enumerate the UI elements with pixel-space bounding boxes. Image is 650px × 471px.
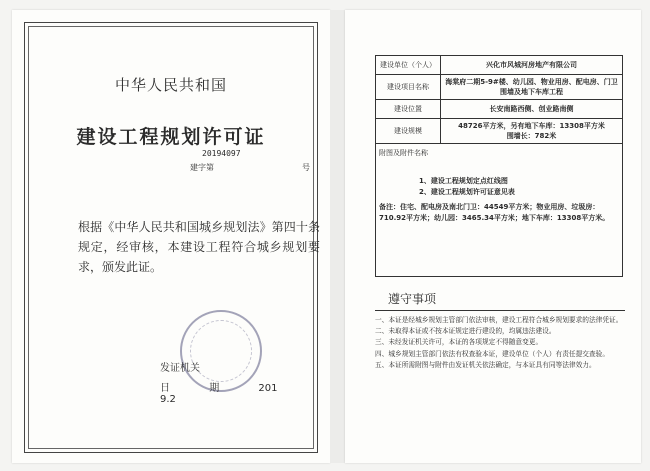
attachments-cell: [376, 144, 623, 277]
row-label: 建设位置: [376, 100, 441, 119]
certificate-body: 根据《中华人民共和国城乡规划法》第四十条规定，经审核，本建设工程符合城乡规划要求，颁发此证。: [78, 220, 320, 274]
value-line: 围墙及地下车库工程: [500, 88, 563, 96]
notice-item: 四、城乡规划主管部门依法有权查验本证，建设单位（个人）有责任提交查验。: [375, 349, 610, 358]
book-spine: [330, 10, 345, 463]
notice-item: 三、未经发证机关许可，本证的各项规定不得随意变更。: [375, 338, 543, 347]
date-label-2: 期: [209, 383, 220, 394]
country-name: 中华人民共和国: [114, 76, 227, 94]
row-value: [441, 100, 623, 119]
row-label: 建设项目名称: [376, 75, 441, 100]
date-value: 201 9.2: [160, 383, 278, 405]
table-row: [376, 75, 623, 100]
row-value: [441, 119, 623, 144]
notice-title: 遵守事项: [388, 292, 437, 306]
issuer-label: 发证机关: [160, 363, 200, 374]
certificate-suffix: 号: [302, 163, 310, 172]
notice-item: 一、本证是经城乡规划主管部门依法审核，建设工程符合城乡规划要求的法律凭证。: [375, 316, 623, 324]
row-label: 建设规模: [376, 119, 441, 144]
project-info-table: [375, 55, 623, 277]
table-row: [376, 56, 623, 75]
certificate-left-page: [12, 10, 330, 463]
value-line: 围墙长：782米: [506, 132, 557, 140]
notice-list: [375, 315, 625, 371]
attachments-title: 附图及附件名称: [379, 149, 428, 157]
row-label: 建设单位（个人）: [376, 56, 441, 75]
value-line: 48726平方米，另有地下车库：13308平方米: [458, 122, 605, 130]
date-row: [160, 379, 330, 405]
row-value: [441, 56, 623, 75]
certificate-title: 建设工程规划许可证: [76, 126, 266, 148]
value-line: 兴化市风城河房地产有限公司: [486, 61, 577, 69]
table-row: [376, 119, 623, 144]
attachment-item: 1、建设工程规划定点红线图: [419, 177, 508, 185]
certificate-prefix: 建字第: [190, 163, 214, 172]
table-row: [376, 144, 623, 277]
certificate-right-page: [345, 10, 641, 463]
row-value: [441, 75, 623, 100]
date-label-1: 日: [160, 383, 170, 394]
attachment-item: 2、建设工程规划许可证意见表: [419, 188, 515, 196]
table-row: [376, 100, 623, 119]
value-line: 海棠府二期5-9#楼、幼儿园、物业用房、配电房、门卫: [445, 78, 618, 86]
certificate-number: 20194097: [202, 149, 241, 158]
value-line: 长安南路西侧、创业路南侧: [489, 105, 574, 113]
notice-item: 五、本证所需附图与附件由发证机关依法确定，与本证具有同等法律效力。: [375, 360, 596, 369]
notice-divider: [375, 310, 625, 311]
notice-item: 二、未取得本证或不按本证规定进行建设的，均属违法建设。: [375, 327, 556, 336]
remark-text: 备注：住宅、配电房及南北门卫：44549平方米；物业用房、垃圾房：710.92平方米；幼儿园：3465.34平方米；地下车库：13308平方米。: [379, 203, 610, 222]
